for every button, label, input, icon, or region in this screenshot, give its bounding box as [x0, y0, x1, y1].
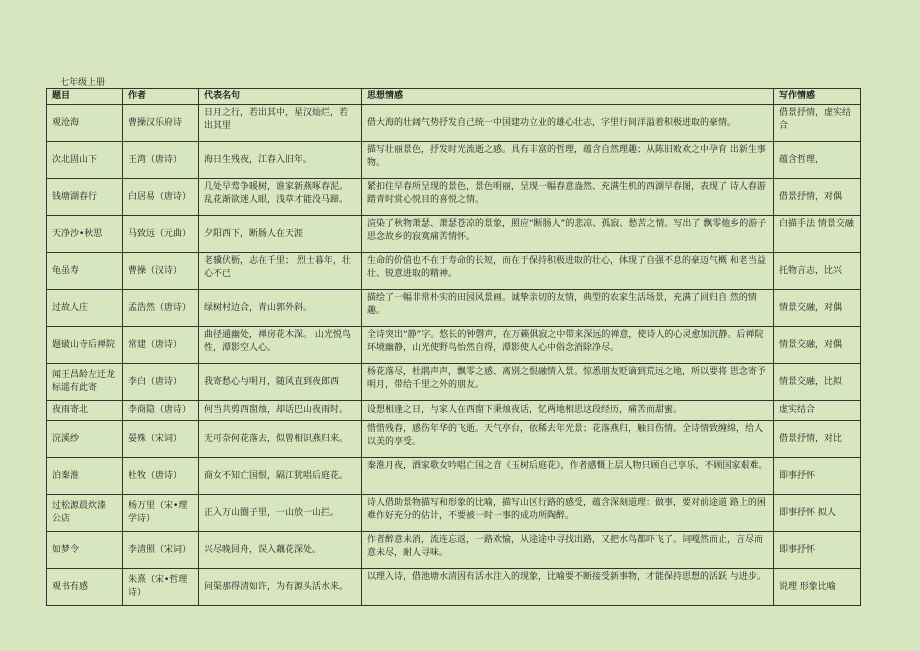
poem-quote: 曲径通幽处，禅房花木深。 山光悦鸟性，潭影空人心。 [199, 327, 362, 364]
poem-title: 闻王昌龄左迁龙标遥有此寄 [47, 364, 123, 401]
poem-emotion: 生命的价值也不在于寿命的长短，而在于保持积极进取的壮心，体现了自强不息的豪迈气概 和老当益壮、锐意进取的精神。 [362, 253, 774, 290]
poem-quote: 问渠那得清如许，为有源头活水来。 [199, 569, 362, 606]
poem-technique: 借景抒情，虚实结合 [774, 105, 861, 142]
poem-technique: 即事抒怀 [774, 458, 861, 495]
poem-author: 孟浩然（唐诗） [123, 290, 199, 327]
table-row [47, 179, 861, 216]
poem-quote: 日月之行，若出其中，星汉灿烂，若出其里 [199, 105, 362, 142]
poem-quote: 何当共剪西窗烛，却话巴山夜雨时。 [199, 401, 362, 421]
poem-technique: 借景抒情，对偶 [774, 179, 861, 216]
poem-emotion: 渲染了秋物萧瑟、萧瑟苍凉的景象，照应“断肠人”的悲凉、孤寂、愁苦之情。写出了 飘零他乡的游子思念故乡的寂寞痛苦情怀。 [362, 216, 774, 253]
poem-author: 马致远（元曲） [123, 216, 199, 253]
poem-title: 如梦令 [47, 532, 123, 569]
poem-technique: 即事抒怀 [774, 532, 861, 569]
poem-title: 天净沙•秋思 [47, 216, 123, 253]
header-title: 题目 [47, 89, 123, 105]
poem-title: 浣溪纱 [47, 421, 123, 458]
poem-emotion: 设想相逢之日，与家人在西窗下秉烛夜话，忆两地相思这段经历，痛苦而甜蜜。 [362, 401, 774, 421]
table-row [47, 401, 861, 421]
poem-emotion: 描绘了一幅非常朴实的田园风景画。诚挚亲切的友情，典型的农家生活场景，充满了回归自 然的情趣。 [362, 290, 774, 327]
poem-title: 观书有感 [47, 569, 123, 606]
table-row [47, 327, 861, 364]
poem-technique: 即事抒怀 拟人 [774, 495, 861, 532]
poem-technique: 借景抒情，对比 [774, 421, 861, 458]
poem-emotion: 以理入诗，借池塘水清因有活水注入的现象，比喻要不断接受新事物，才能保持思想的活跃 与进步。 [362, 569, 774, 606]
poem-emotion: 诗人借助景物描写和形象的比喻，描写山区行路的感受，蕴含深刻道理：做事，要对前途道 路上的困难作好充分的估计，不要被一时一事的成功所陶醉。 [362, 495, 774, 532]
poem-quote: 几处早莺争暖树，谁家新燕啄春泥。乱花渐欲迷人眼，浅草才能没马蹄。 [199, 179, 362, 216]
poem-quote: 兴尽晚回舟，误入藕花深处。 [199, 532, 362, 569]
poem-author: 白居易（唐诗） [123, 179, 199, 216]
poem-quote: 无可奈何花落去，似曾相识燕归来。 [199, 421, 362, 458]
poem-author: 常建（唐诗） [123, 327, 199, 364]
poem-emotion: 全诗突出“静”字。悠长的钟磬声，在万籁俱寂之中带来深远的禅意，使诗人的心灵愈加沉静。后禅院环境幽静，山光使野鸟怡然自得，潭影使人心中俗念消除净尽。 [362, 327, 774, 364]
table-row [47, 569, 861, 606]
poem-emotion: 惜惜残春，感伤年华的飞逝。天气亭台，依稀去年光景；花落燕归，触目伤情。全诗情致缠绵，给人以美的享受。 [362, 421, 774, 458]
header-technique: 写作情感 [774, 89, 861, 105]
poem-technique: 白描手法 情景交融 [774, 216, 861, 253]
poem-technique: 托物言志，比兴 [774, 253, 861, 290]
grade-label: 七年级上册 [60, 78, 106, 88]
poem-technique: 蕴含哲理， [774, 142, 861, 179]
poem-author: 李商隐（唐诗） [123, 401, 199, 421]
poem-quote: 我寄愁心与明月，随风直到夜郎西 [199, 364, 362, 401]
table-row [47, 216, 861, 253]
poem-title: 过故人庄 [47, 290, 123, 327]
poem-title: 过松源晨炊漆 公店 [47, 495, 123, 532]
poem-technique: 情景交融，比拟 [774, 364, 861, 401]
poem-author: 杨万里（宋•理学诗） [123, 495, 199, 532]
header-quote: 代表名句 [199, 89, 362, 105]
poem-emotion: 描写壮丽景色，抒发时光流逝之感。具有丰富的哲理，蕴含自然理趣；从陈旧败欢之中孕育 出新生事物。 [362, 142, 774, 179]
poem-author: 曹操汉乐府诗 [123, 105, 199, 142]
poem-title: 泊秦淮 [47, 458, 123, 495]
poem-author: 王湾（唐诗） [123, 142, 199, 179]
poem-title: 钱塘湖春行 [47, 179, 123, 216]
poetry-table [46, 88, 861, 606]
poem-quote: 海日生残夜，江春入旧年。 [199, 142, 362, 179]
poem-title: 题破山寺后禅院 [47, 327, 123, 364]
header-row [47, 89, 861, 105]
poem-author: 朱熹（宋•哲理诗） [123, 569, 199, 606]
header-author: 作者 [123, 89, 199, 105]
poem-author: 李白（唐诗） [123, 364, 199, 401]
poem-emotion: 借大海的壮阔气势抒发自己统一中国建功立业的雄心壮志，字里行间洋溢着积极进取的豪情。 [362, 105, 774, 142]
poem-emotion: 作者醉意未消，流连忘返，一路欢愉，从途途中寻找出路，又把水鸟都吓飞了。词嘎然而止，言尽而意未尽，耐人寻味。 [362, 532, 774, 569]
poem-quote: 夕阳西下，断肠人在天涯 [199, 216, 362, 253]
poem-title: 次北固山下 [47, 142, 123, 179]
table-body [47, 105, 861, 606]
poem-title: 龟虽寿 [47, 253, 123, 290]
poem-title: 观沧海 [47, 105, 123, 142]
poem-emotion: 紧扣住早春所呈现的景色，景色明丽，呈现一幅春意盎然、充满生机的西湖早春图，表现了 诗人春游踏青时赏心悦目的喜悦之情。 [362, 179, 774, 216]
poem-technique: 情景交融，对偶 [774, 327, 861, 364]
poem-quote: 商女不知亡国恨，隔江犹唱后庭花。 [199, 458, 362, 495]
table-row [47, 458, 861, 495]
table-row [47, 364, 861, 401]
poem-emotion: 杨花落尽，杜鹃声声，飘零之感、离别之恨融情入景。惊悉朋友贬谪到荒远之地，所以要将 思念寄予明月，带给千里之外的朋友。 [362, 364, 774, 401]
poem-technique: 说理 形象比喻 [774, 569, 861, 606]
poem-title: 夜雨寄北 [47, 401, 123, 421]
table-row [47, 105, 861, 142]
poem-author: 晏殊（宋词） [123, 421, 199, 458]
poem-emotion: 秦淮月夜，酒家歌女吟唱亡国之音《玉树后庭花》，作者感慨上层人物只顾自己享乐，不顾国家艰难。 [362, 458, 774, 495]
poem-author: 杜牧（唐诗） [123, 458, 199, 495]
table-row [47, 495, 861, 532]
poem-technique: 虚实结合 [774, 401, 861, 421]
poem-author: 曹操（汉诗） [123, 253, 199, 290]
poem-quote: 正入万山圈子里，一山放一山拦。 [199, 495, 362, 532]
poem-quote: 绿树村边合，青山郭外斜。 [199, 290, 362, 327]
poem-technique: 情景交融，对偶 [774, 290, 861, 327]
table-row [47, 421, 861, 458]
table-row [47, 532, 861, 569]
header-emotion: 思想情感 [362, 89, 774, 105]
poem-quote: 老骥伏枥，志在千里； 烈士暮年，壮心不已 [199, 253, 362, 290]
poem-author: 李清照（宋词） [123, 532, 199, 569]
table-row [47, 142, 861, 179]
table-row [47, 290, 861, 327]
table-row [47, 253, 861, 290]
